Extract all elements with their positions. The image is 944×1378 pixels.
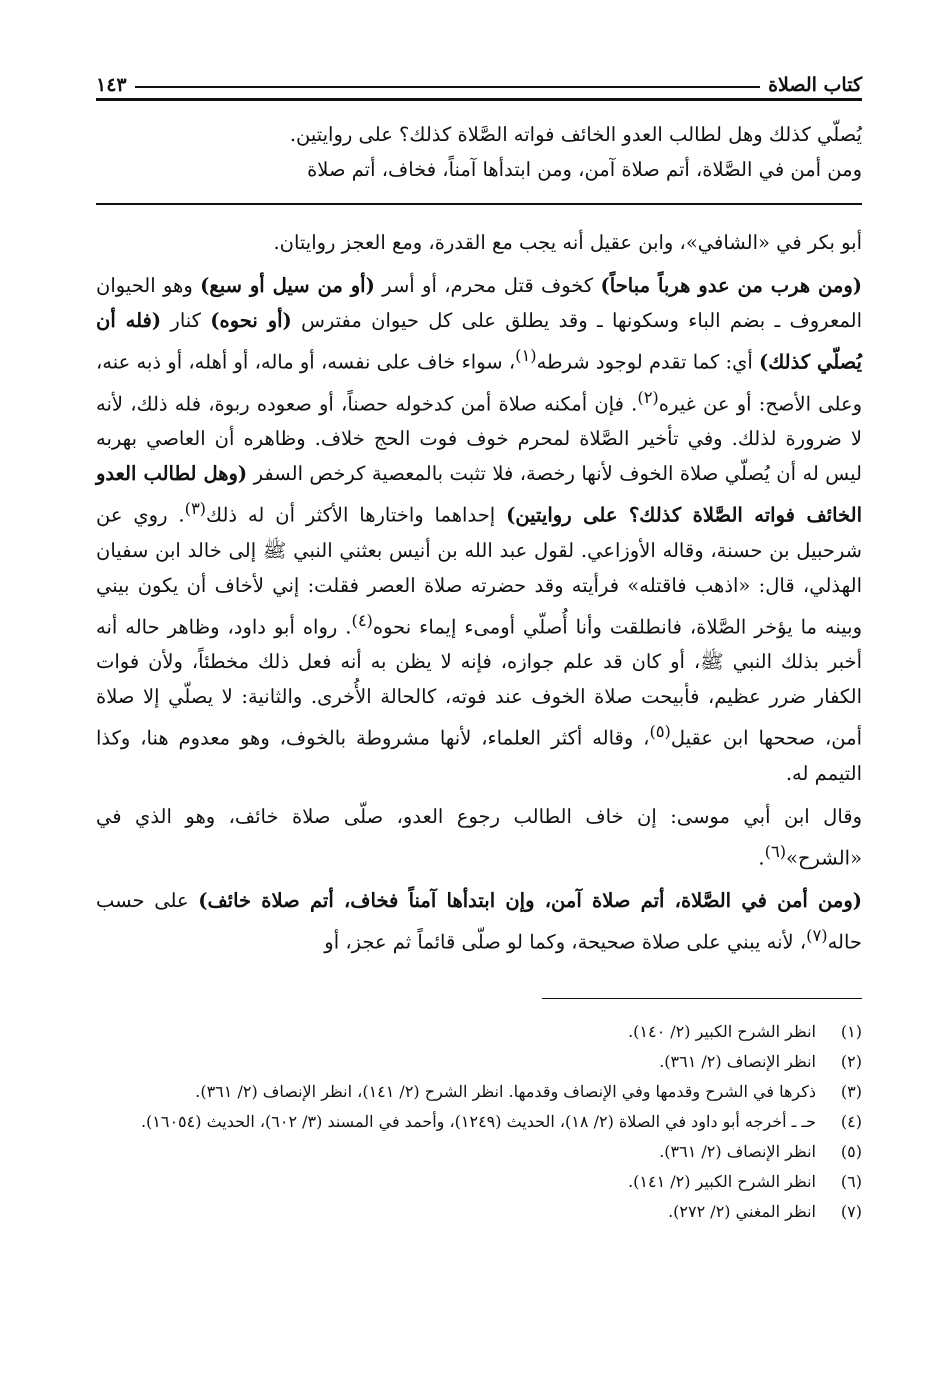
matn-quote: (فله أن يُصلّي كذلك) — [96, 309, 862, 374]
commentary-paragraph: أبو بكر في «الشافي»، وابن عقيل أنه يجب مع القدرة، ومع العجز روايتان. — [273, 231, 862, 254]
running-header — [96, 64, 862, 96]
footnote — [96, 1047, 862, 1077]
commentary-span: كخوف قتل محرم، أو أسر — [374, 274, 601, 297]
footnote — [96, 1017, 862, 1047]
commentary-paragraph — [96, 883, 862, 960]
commentary-span: ، لأنه يبني على صلاة صحيحة، وكما لو صلّى قائماً ثم عجز، أو — [324, 930, 807, 954]
footnote-marker[interactable]: (٢) — [637, 387, 659, 407]
footnote-marker[interactable]: (٧) — [806, 926, 828, 945]
matn-quote: (ومن أمن في الصَّلاة، أتم صلاة آمن، وإن ابتدأها آمناً فخاف، أتم صلاة خائف) — [198, 889, 862, 912]
matn-quote: (أو من سيل أو سبع) — [200, 274, 375, 297]
commentary-span: أي: كما تقدم لوجود شرطه — [536, 350, 759, 374]
commentary-span: . فإن أمكنه صلاة أمن كدخوله حصناً، أو صعوده ربوة، فله ذلك، لأنه لا ضرورة لذلك. وفي تأخير الصَّلاة لمحرم خوف فوت الحج خلاف. وظاهره أن العاصي بهربه ليس له أن يُصلّي صلاة الخوف لأنها رخصة، فلا تثبت بالمعصية كرخص السفر — [96, 392, 862, 485]
commentary-span: . رواه أبو داود، وظاهر حاله أنه أخبر بذلك النبي ﷺ، أو كان قد علم جوازه، فإنه لا يظن به أنه فعل ذلك مخطئاً، ولأن فوات الكفار ضرر عظيم، فأبيحت صلاة الخوف عند فوته، كالحالة الأُخرى. والثانية: لا يصلّي إلا صلاة أمن، صححها ابن عقيل — [96, 615, 862, 750]
footnote-text: انظر الشرح الكبير (٢/ ١٤١). — [628, 1171, 816, 1191]
footnote-number: (١) — [840, 1021, 862, 1041]
footnote-marker[interactable]: (٤) — [351, 610, 373, 630]
footnote-text: انظر المغني (٢/ ٢٧٢). — [668, 1201, 816, 1221]
footnote-number: (٤) — [840, 1111, 862, 1131]
chapter-title: كتاب الصلاة — [768, 74, 862, 96]
commentary-span: ، سواء خاف على نفسه، أو ماله، أو أهله، أو ذبه عنه، وعلى الأصح: أو عن غيره — [96, 350, 863, 415]
footnote-number: (٦) — [840, 1171, 862, 1191]
matn-quote: (أو نحوه) — [210, 309, 292, 332]
footnote-number: (٣) — [840, 1081, 862, 1101]
book-page — [96, 64, 862, 1227]
commentary-span: . روي عن شرحبيل بن حسنة، وقاله الأوزاعي. لقول عبد الله بن أنيس بعثني النبي ﷺ إلى خالد ابن سفيان الهذلي، قال: «اذهب فاقتله» فرأيته وقد حضرته صلاة العصر فقلت: إني لأخاف أن يكون بيني وبينه ما يؤخر الصَّلاة، فانطلقت وأنا أُصلّي أومىء إيماء نحوه — [96, 503, 862, 638]
matn-quote: (وهل لطالب العدو الخائف فواته الصَّلاة كذلك؟ على روايتين) — [96, 462, 862, 527]
footnote-marker[interactable]: (٥) — [649, 722, 671, 741]
footnote-number: (٧) — [840, 1201, 862, 1221]
commentary-text — [96, 225, 862, 960]
footnote-text: حـ ـ أخرجه أبو داود في الصلاة (٢/ ١٨)، الحديث (١٢٤٩)، وأحمد في المسند (٣/ ٦٠٢)، الحديث (١٦٠٥٤). — [140, 1111, 816, 1131]
footnote-rule — [542, 998, 862, 999]
footnote-text: انظر الشرح الكبير (٢/ ١٤٠). — [628, 1021, 816, 1041]
page-number: ١٤٣ — [96, 74, 127, 96]
footnote — [96, 1077, 862, 1107]
commentary-span: ، وقاله أكثر العلماء، لأنها مشروطة بالخوف، وهو معدوم هنا، وكذا التيمم له. — [96, 726, 862, 785]
footnote-number: (٥) — [840, 1141, 862, 1161]
commentary-paragraph — [96, 799, 862, 876]
footnotes — [96, 1017, 862, 1227]
header-rule — [96, 98, 862, 101]
footnote-text: انظر الإنصاف (٢/ ٣٦١). — [659, 1051, 816, 1071]
matn-line: ومن أمن في الصَّلاة، أتم صلاة آمن، ومن ابتدأها آمناً، فخاف، أتم صلاة — [307, 158, 862, 181]
footnote — [96, 1197, 862, 1227]
footnote-text: انظر الإنصاف (٢/ ٣٦١). — [659, 1141, 816, 1161]
footnote-marker[interactable]: (٦) — [764, 841, 787, 861]
commentary-span: كنار — [161, 309, 211, 332]
commentary-span: على حسب حاله — [96, 889, 862, 954]
footnote-number: (٢) — [840, 1051, 862, 1071]
footnote-marker[interactable]: (١) — [515, 346, 537, 365]
header-inline-rule — [135, 86, 760, 88]
footnote — [96, 1137, 862, 1167]
commentary-span: وهو الحيوان المعروف ـ بضم الباء وسكونها ـ وقد يطلق على كل حيوان مفترس — [96, 274, 862, 332]
matn-text — [96, 117, 862, 187]
footnote — [96, 1107, 862, 1137]
matn-separator — [96, 203, 862, 205]
footnote — [96, 1167, 862, 1197]
commentary-span: . — [758, 846, 765, 869]
footnote-text: ذكرها في الشرح وقدمها وفي الإنصاف وقدمها. انظر الشرح (٢/ ١٤١)، انظر الإنصاف (٢/ ٣٦١). — [195, 1081, 816, 1101]
footnote-marker[interactable]: (٣) — [184, 499, 207, 518]
commentary-paragraph — [96, 268, 862, 791]
commentary-span: إحداهما واختارها الأكثر أن له ذلك — [206, 503, 507, 527]
commentary-span: وقال ابن أبي موسى: إن خاف الطالب رجوع العدو، صلّى صلاة خائف، وهو الذي في «الشرح» — [96, 804, 862, 869]
matn-line: يُصلّي كذلك وهل لطالب العدو الخائف فواته الصَّلاة كذلك؟ على روايتين. — [289, 123, 862, 146]
matn-quote: (ومن هرب من عدو هرباً مباحاً) — [600, 274, 862, 297]
